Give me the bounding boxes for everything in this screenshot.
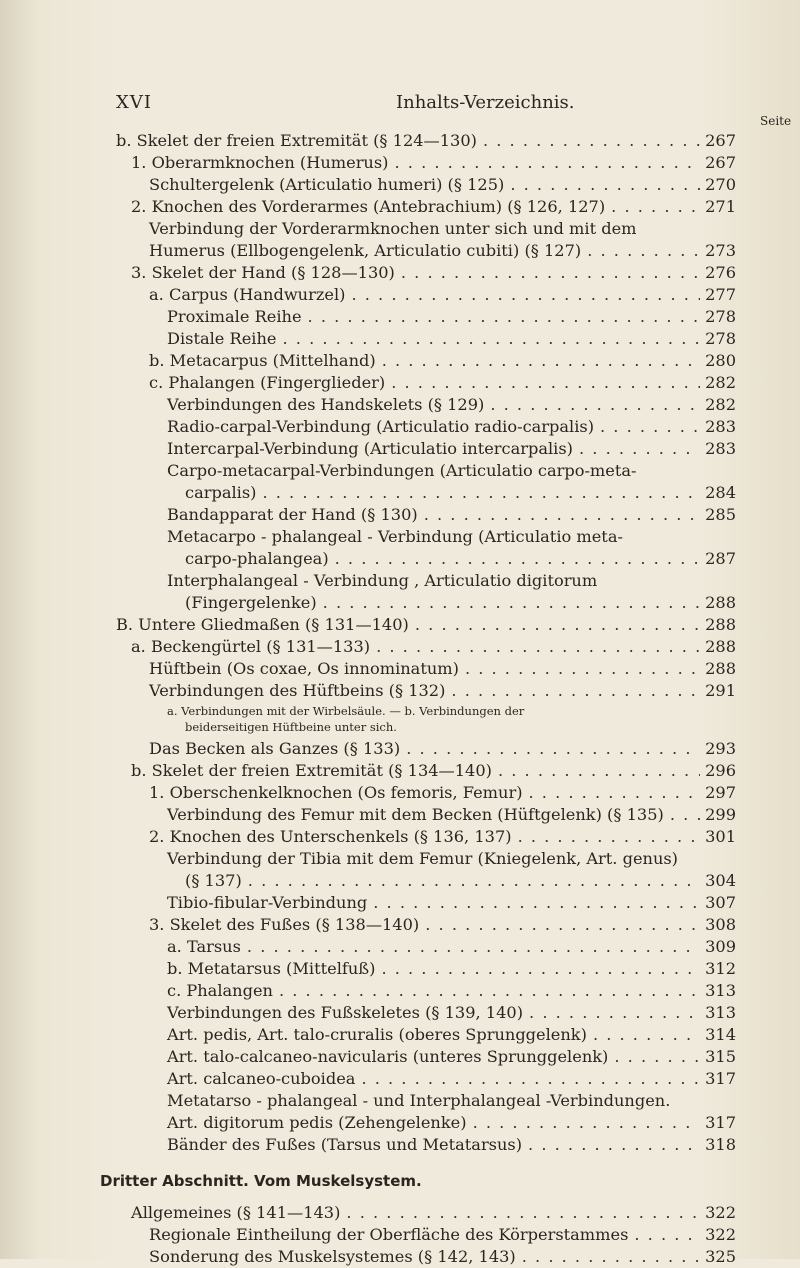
- toc-entry-text: c. Phalangen (Fingerglieder): [149, 373, 386, 392]
- running-title: Inhalts-Verzeichnis.: [396, 92, 575, 113]
- toc-page-number: 270: [705, 175, 736, 194]
- toc-entry-text: Sonderung des Muskelsystemes (§ 142, 143): [149, 1247, 516, 1266]
- toc-page-number: 296: [705, 761, 736, 780]
- toc-page-number: 288: [705, 615, 736, 634]
- toc-page-number: 280: [705, 351, 736, 370]
- toc-entry-text: 3. Skelet des Fußes (§ 138—140): [149, 915, 420, 934]
- toc-page-number: 288: [705, 637, 736, 656]
- toc-entry-text: Verbindungen des Fußskeletes (§ 139, 140): [167, 1003, 524, 1022]
- toc-entry-text: Hüftbein (Os coxae, Os innominatum): [149, 659, 459, 678]
- toc-page-number: 313: [705, 981, 736, 1000]
- toc-entry: [167, 504, 736, 526]
- toc-entry: [167, 1134, 736, 1156]
- toc-entry-text: Bandapparat der Hand (§ 130): [167, 505, 418, 524]
- toc-entry-text: Interphalangeal - Verbindung , Articulatio digitorum: [167, 571, 598, 590]
- toc-entry: [131, 152, 736, 174]
- toc-entry: [149, 738, 736, 760]
- toc-page-number: 285: [705, 505, 736, 524]
- toc-page-number: 271: [705, 197, 736, 216]
- toc-entry-text: b. Metacarpus (Mittelhand): [149, 351, 376, 370]
- toc-page-number: 297: [705, 783, 736, 802]
- toc-page-number: 283: [705, 439, 736, 458]
- toc-entry-text: Metacarpo - phalangeal - Verbindung (Articulatio meta-: [167, 527, 623, 546]
- toc-entry: [185, 482, 736, 504]
- toc-entry-text: 2. Knochen des Vorderarmes (Antebrachium) (§ 126, 127): [131, 197, 606, 216]
- toc-page-number: 278: [705, 329, 736, 348]
- toc-page-number: 273: [705, 241, 736, 260]
- toc-entry: [149, 240, 736, 262]
- toc-entry-text: Carpo-metacarpal-Verbindungen (Articulatio carpo-meta-: [167, 461, 637, 480]
- toc-entry-text: Art. digitorum pedis (Zehengelenke): [167, 1113, 467, 1132]
- toc-entry: [185, 592, 736, 614]
- toc-page-number: 287: [705, 549, 736, 568]
- toc-page-number: 307: [705, 893, 736, 912]
- toc-page-number: 314: [705, 1025, 736, 1044]
- toc-entry-text: 3. Skelet der Hand (§ 128—130): [131, 263, 395, 282]
- toc-page-number: 267: [705, 131, 736, 150]
- toc-entry: [149, 284, 736, 306]
- toc-entry: [185, 870, 736, 892]
- toc-entry-text: (Fingergelenke): [185, 593, 317, 612]
- toc-entry-text: Verbindung der Vorderarmknochen unter sich und mit dem: [149, 219, 637, 238]
- toc-entry: [167, 306, 736, 328]
- toc-entry: [116, 614, 736, 636]
- toc-page-number: 317: [705, 1113, 736, 1132]
- toc-page-number: 313: [705, 1003, 736, 1022]
- toc-entry: [149, 680, 736, 702]
- toc-entry: [116, 130, 736, 152]
- toc-entry: [167, 980, 736, 1002]
- toc-entry-text: Regionale Eintheilung der Oberfläche des Körperstammes: [149, 1225, 629, 1244]
- toc-entry-text: Bänder des Fußes (Tarsus und Metatarsus): [167, 1135, 523, 1154]
- toc-entry: [131, 196, 736, 218]
- toc-entry: [167, 1002, 736, 1024]
- toc-entry-text: Metatarso - phalangeal - und Interphalangeal -Verbindungen.: [167, 1091, 671, 1110]
- toc-entry: [149, 218, 736, 240]
- toc-entry: [149, 826, 736, 848]
- toc-entry: [167, 1112, 736, 1134]
- toc-entry-text: b. Skelet der freien Extremität (§ 124—130): [116, 131, 477, 150]
- toc-page-number: 325: [705, 1247, 736, 1266]
- toc-entry-text: carpo-phalangea): [185, 549, 329, 568]
- toc-entry-text: Proximale Reihe: [167, 307, 302, 326]
- toc-entry: [131, 262, 736, 284]
- toc-entry-text: a. Beckengürtel (§ 131—133): [131, 637, 371, 656]
- toc-entry: [167, 570, 736, 592]
- toc-entry-text: 2. Knochen des Unterschenkels (§ 136, 137): [149, 827, 512, 846]
- toc-page-number: 276: [705, 263, 736, 282]
- toc-page-number: 282: [705, 373, 736, 392]
- toc-page-number: 308: [705, 915, 736, 934]
- toc-entry: [167, 1068, 736, 1090]
- toc-entry: [167, 936, 736, 958]
- toc-page-number: 284: [705, 483, 736, 502]
- toc-entry: [167, 958, 736, 980]
- toc-entry-text: Verbindungen des Handskelets (§ 129): [167, 395, 485, 414]
- toc-page-number: 317: [705, 1069, 736, 1088]
- page-header: [0, 92, 800, 116]
- toc-entry-text: carpalis): [185, 483, 257, 502]
- toc-entry: [167, 526, 736, 548]
- toc-entry: [149, 174, 736, 196]
- toc-entry: [167, 848, 736, 870]
- toc-entry: [149, 658, 736, 680]
- toc-page-number: 293: [705, 739, 736, 758]
- toc-entry-text: a. Tarsus: [167, 937, 241, 956]
- toc-entry-text: Schultergelenk (Articulatio humeri) (§ 125): [149, 175, 505, 194]
- toc-entry: [149, 372, 736, 394]
- toc-page-number: 277: [705, 285, 736, 304]
- toc-note-text: a. Verbindungen mit der Wirbelsäule. — b. Verbindungen der: [167, 704, 525, 718]
- toc-entry: [167, 804, 736, 826]
- toc-page-number: 267: [705, 153, 736, 172]
- toc-entry-text: 1. Oberschenkelknochen (Os femoris, Femur): [149, 783, 523, 802]
- toc-entry-text: 1. Oberarmknochen (Humerus): [131, 153, 389, 172]
- toc-entry-text: Distale Reihe: [167, 329, 277, 348]
- toc-page-number: 288: [705, 659, 736, 678]
- toc-entry: [167, 1046, 736, 1068]
- toc-entry: [131, 1202, 736, 1224]
- toc-page-number: 309: [705, 937, 736, 956]
- toc-page-number: 315: [705, 1047, 736, 1066]
- toc-entry-text: B. Untere Gliedmaßen (§ 131—140): [116, 615, 409, 634]
- toc-entry: [149, 782, 736, 804]
- toc-entry-text: Verbindung der Tibia mit dem Femur (Kniegelenk, Art. genus): [167, 849, 678, 868]
- toc-entry: [167, 1024, 736, 1046]
- toc-note: [185, 719, 736, 735]
- toc-entry-text: b. Skelet der freien Extremität (§ 134—140): [131, 761, 492, 780]
- toc-page-number: 322: [705, 1203, 736, 1222]
- toc-entry: [131, 760, 736, 782]
- toc-entry-text: c. Phalangen: [167, 981, 273, 1000]
- toc-entry: [167, 328, 736, 350]
- toc-note: [167, 703, 736, 719]
- toc-entry: [131, 636, 736, 658]
- section-heading-text: Dritter Abschnitt. Vom Muskelsystem.: [100, 1172, 422, 1190]
- toc-entry: [167, 394, 736, 416]
- toc-note-text: beiderseitigen Hüftbeine unter sich.: [185, 720, 397, 734]
- toc-entry: [167, 892, 736, 914]
- toc-page-number: 299: [705, 805, 736, 824]
- toc-entry: [185, 548, 736, 570]
- toc-entry-text: Das Becken als Ganzes (§ 133): [149, 739, 401, 758]
- toc-page-number: 304: [705, 871, 736, 890]
- toc-entry-text: Art. pedis, Art. talo-cruralis (oberes Sprunggelenk): [167, 1025, 587, 1044]
- toc-entry: [167, 438, 736, 460]
- toc-entry: [149, 350, 736, 372]
- toc-page-number: 301: [705, 827, 736, 846]
- toc-entry-text: Humerus (Ellbogengelenk, Articulatio cubiti) (§ 127): [149, 241, 582, 260]
- toc-entry-text: Tibio-fibular-Verbindung: [167, 893, 368, 912]
- toc-entry-text: (§ 137): [185, 871, 242, 890]
- toc-page-number: 278: [705, 307, 736, 326]
- toc-entry-text: Verbindungen des Hüftbeins (§ 132): [149, 681, 446, 700]
- section-heading: [100, 1170, 736, 1192]
- toc-entry-text: Radio-carpal-Verbindung (Articulatio radio-carpalis): [167, 417, 595, 436]
- toc-entry: [149, 1224, 736, 1246]
- toc-page-number: 318: [705, 1135, 736, 1154]
- toc-page-number: 283: [705, 417, 736, 436]
- toc-entry: [167, 416, 736, 438]
- toc-entry-text: Allgemeines (§ 141—143): [131, 1203, 341, 1222]
- toc-entry: [167, 1090, 736, 1112]
- toc-entry: [167, 460, 736, 482]
- seite-label: Seite: [760, 114, 792, 128]
- toc-page-number: 282: [705, 395, 736, 414]
- toc-page-number: 312: [705, 959, 736, 978]
- toc-entry: [149, 914, 736, 936]
- toc-entry-text: b. Metatarsus (Mittelfuß): [167, 959, 376, 978]
- toc-entry-text: Art. calcaneo-cuboidea: [167, 1069, 356, 1088]
- toc-entry-text: a. Carpus (Handwurzel): [149, 285, 346, 304]
- toc-entry-text: Art. talo-calcaneo-navicularis (unteres Sprunggelenk): [167, 1047, 609, 1066]
- toc-page-number: 322: [705, 1225, 736, 1244]
- page-number: XVI: [116, 92, 152, 113]
- toc-entry: [149, 1246, 736, 1268]
- toc-page-number: 291: [705, 681, 736, 700]
- toc-entry-text: Verbindung des Femur mit dem Becken (Hüftgelenk) (§ 135): [167, 805, 664, 824]
- toc-entry-text: Intercarpal-Verbindung (Articulatio intercarpalis): [167, 439, 573, 458]
- toc-page-number: 288: [705, 593, 736, 612]
